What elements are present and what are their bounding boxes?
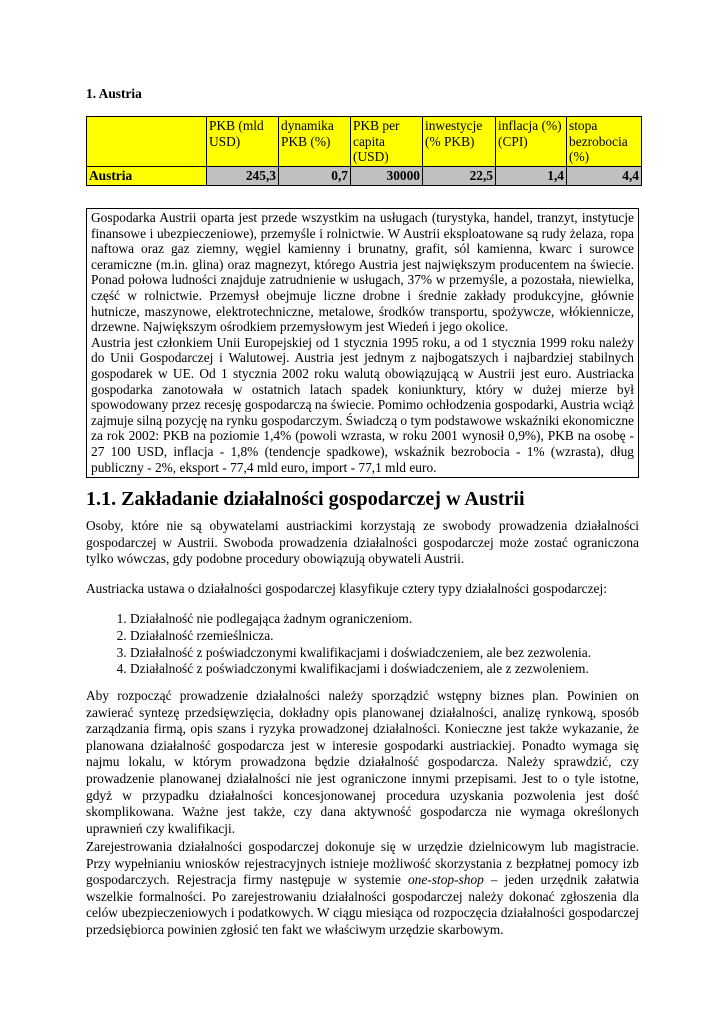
table-cell: 30000 [351, 167, 423, 186]
table-row [87, 167, 642, 186]
table-header-cell: PKB (mld USD) [207, 117, 279, 167]
paragraph-text: – jeden urzędnik załatwia wszelkie formalności. Po zarejestrowaniu działalności gospodarczej należy dokonać zgłoszenia dla celów ubezpieczeniowych i podatkowych. W ciągu miesiąca od rozpoczęcia działalności gospodarczej przedsiębiorca powinien zgłosić ten fakt we właściwym urzędzie skarbowym. [86, 872, 639, 937]
subsection-heading: 1.1. Zakładanie działalności gospodarczej w Austrii [86, 488, 525, 510]
section-heading: 1. Austria [86, 86, 142, 101]
table-header-cell: inflacja (%) (CPI) [496, 117, 567, 167]
list-item: 2. Działalność rzemieślnicza. [130, 628, 591, 645]
paragraph-text: Zarejestrowania działalności gospodarczej dokonuje się w urzędzie dzielnicowym lub magistracie. Przy wypełnianiu wniosków rejestracyjnych istnieje możliwość skorzystania z bezpłatnej pomocy izb gospodarczych. Rejestracja firmy następuje w systemie [86, 839, 639, 888]
table-cell: 0,7 [279, 167, 351, 186]
business-types-list [86, 611, 591, 678]
box-paragraph: Austria jest członkiem Unii Europejskiej od 1 stycznia 1995 roku, a od 1 stycznia 1999 roku należy do Unii Gospodarczej i Walutowej. Austria jest jednym z najbogatszych i najbardziej stabilnych gospodarek w UE. Od 1 stycznia 2002 roku walutą obowiązującą w Austrii jest euro. Austriacka gospodarka zanotowała w ostatnich latach spadek koniunktury, który w dużej mierze był spowodowany przez recesję gospodarczą na świecie. Pomimo ochłodzenia gospodarki, Austria wciąż zajmuje silną pozycję na rynku gospodarczym. Świadczą o tym podstawowe wskaźniki ekonomiczne za rok 2002: PKB na poziomie 1,4% (powoli wzrasta, w roku 2001 wynosił 0,9%), PKB na osobę - 27 100 USD, inflacja - 1,8% (tendencje spadkowe), wskaźnik bezrobocia - 1% (wzrasta), dług publiczny - 2%, eksport - 77,4 mld euro, import - 77,1 mld euro. [91, 334, 634, 475]
country-cell: Austria [87, 167, 207, 186]
table-header-cell [87, 117, 207, 167]
italic-term: one-stop-shop [407, 872, 484, 888]
list-item: 3. Działalność z poświadczonymi kwalifikacjami i doświadczeniem, ale bez zezwolenia. [130, 645, 591, 662]
table-header-cell: inwestycje (% PKB) [423, 117, 496, 167]
paragraph [86, 839, 639, 939]
table-header-cell: PKB per capita (USD) [351, 117, 423, 167]
list-item: 1. Działalność nie podlegająca żadnym ograniczeniom. [130, 611, 591, 628]
table-cell: 1,4 [496, 167, 567, 186]
table-cell: 4,4 [567, 167, 642, 186]
box-paragraph: Gospodarka Austrii oparta jest przede wszystkim na usługach (turystyka, handel, tranzyt, instytucje finansowe i ubezpieczeniowe), przemyśle i rolnictwie. W Austrii eksploatowane są rudy żelaza, ropa naftowa oraz gaz ziemny, węgiel kamienny i brunatny, grafit, sól kamienna, kwarc i surowce ceramiczne (m.in. glina) oraz magnezyt, którego Austria jest największym producentem na świecie. Ponad połowa ludności znajduje zatrudnienie w usługach, 37% w przemyśle, a pozostała, niewielka, część w rolnictwie. Przemysł obejmuje liczne drobne i średnie zakłady produkcyjne, głównie hutnicze, maszynowe, elektrotechniczne, metalowe, środków transportu, spożywcze, włókiennicze, drzewne. Największym ośrodkiem przemysłowym jest Wiedeń i jego okolice. [91, 210, 634, 335]
paragraph: Austriacka ustawa o działalności gospodarczej klasyfikuje cztery typy działalności gospodarczej: [86, 581, 607, 596]
table-header-cell: dynamika PKB (%) [279, 117, 351, 167]
paragraph: Aby rozpocząć prowadzenie działalności należy sporządzić wstępny biznes plan. Powinien on zawierać syntezę przedsięwzięcia, dokładny opis planowanej działalności, analizę rynkową, sposób zarządzania firmą, opis szans i ryzyka prowadzonej działalności. Konieczne jest także wykazanie, że planowana działalność gospodarcza jest w interesie gospodarki austriackiej. Ponadto wymaga się najmu lokalu, w którym prowadzona będzie działalność gospodarcza. Należy sprawdzić, czy prowadzenie planowanej działalności nie jest ograniczone innymi przepisami. Jest to o tyle istotne, gdyż w przypadku działalności koncesjonowanej procedura uzyskania pozwolenia jest dość skomplikowana. Ważne jest także, czy dana aktywność gospodarcza nie wymaga określonych uprawnień czy kwalifikacji. [86, 688, 639, 836]
table-header-row [87, 117, 642, 167]
table-header-cell: stopa bezrobocia (%) [567, 117, 642, 167]
table-cell: 245,3 [207, 167, 279, 186]
list-item: 4. Działalność z poświadczonymi kwalifikacjami i doświadczeniem, ale z zezwoleniem. [130, 661, 591, 678]
table-cell: 22,5 [423, 167, 496, 186]
economy-summary-box [86, 208, 639, 478]
paragraph: Osoby, które nie są obywatelami austriackimi korzystają ze swobody prowadzenia działalności gospodarczej w Austrii. Swoboda prowadzenia działalności gospodarczej może zostać ograniczona tylko wówczas, gdy podobne procedury obowiązują obywateli Austrii. [86, 518, 639, 567]
economic-indicators-table [86, 116, 642, 186]
